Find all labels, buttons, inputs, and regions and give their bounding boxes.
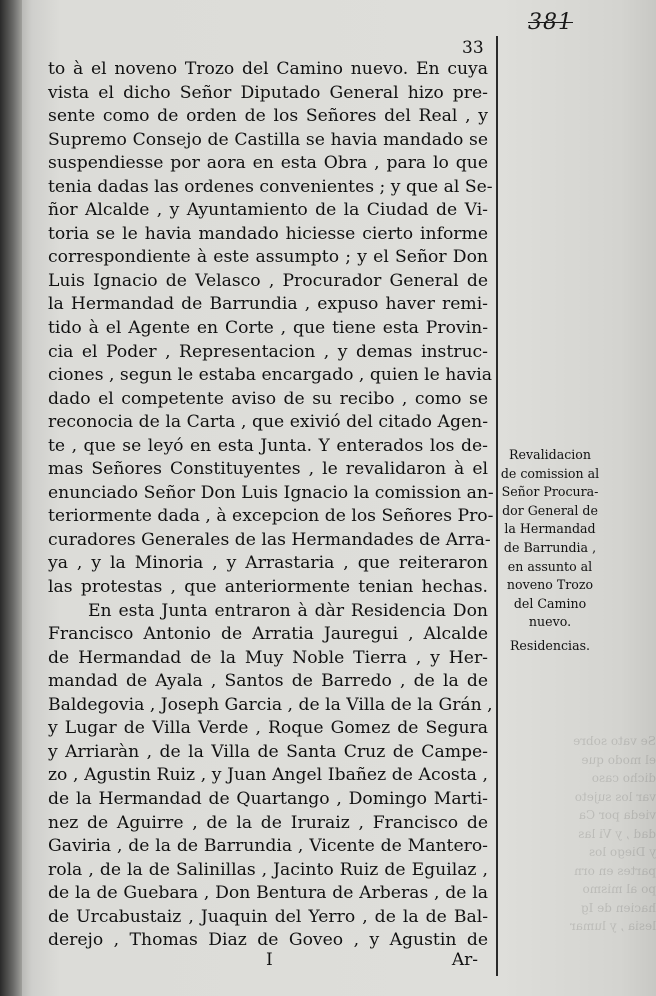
margin-note-line: del Camino — [513, 595, 587, 611]
bleed-through-text: Se vato sobre el modo que dicho caso var los sujeto vieda por Ca dad , y Vi las y Diego los partes en orn po al mismo hacien de Ig lesia , y lumar — [570, 734, 656, 933]
text-line: curadores Generales de las Hermandades de Arra- — [48, 529, 491, 550]
text-line: derejo , Thomas Diaz de Goveo , y Agustin de — [48, 930, 488, 951]
text-line: de Hermandad de la Muy Noble Tierra , y Her- — [48, 647, 488, 668]
text-line: toria se le havia mandado hiciesse cierto informe — [48, 223, 488, 244]
text-line: y Lugar de Villa Verde , Roque Gomez de Segura — [48, 718, 488, 739]
text-line: de la Hermandad de Quartango , Domingo Marti- — [48, 788, 488, 809]
text-line: dado el competente aviso de su recibo , como se — [48, 388, 488, 409]
margin-note-revalidacion — [498, 446, 602, 632]
margin-note-line: Señor Procura- — [501, 484, 599, 500]
text-line: correspondiente à este assumpto ; y el Señor Don — [48, 247, 488, 268]
text-line: ñor Alcalde , y Ayuntamiento de la Ciudad de Vi- — [48, 200, 488, 221]
text-line: y Arriaràn , de la Villa de Santa Cruz de Campe- — [48, 741, 488, 762]
text-line: zo , Agustin Ruiz , y Juan Angel Ibañez de Acosta , — [48, 765, 488, 786]
text-line: de la de Guebara , Don Bentura de Arberas , de la — [48, 883, 488, 904]
margin-note-line: dor General de — [502, 502, 598, 518]
text-line: te , que se leyó en esta Junta. Y enterados los de- — [48, 435, 488, 456]
text-line: to à el noveno Trozo del Camino nuevo. En cuya — [48, 59, 488, 79]
text-line: mas Señores Constituyentes , le revalidaron à el — [48, 459, 488, 480]
text-line: cia el Poder , Representacion , y demas instruc- — [48, 341, 488, 362]
margin-note-line: nuevo. — [528, 614, 572, 630]
text-line: nez de Aguirre , de la de Iruraiz , Francisco de — [48, 812, 488, 833]
text-line: las protestas , que anteriormente tenian hechas. — [48, 577, 488, 598]
text-line: reconocia de la Carta , que exivió del citado Agen- — [48, 412, 488, 433]
text-line: tenia dadas las ordenes convenientes ; y que al Se- — [48, 176, 493, 197]
text-line: Baldegovia , Joseph Garcia , de la Villa de la Grán , — [48, 694, 493, 715]
text-line: tido à el Agente en Corte , que tiene esta Provin- — [48, 318, 488, 339]
margin-note-line: de Barrundia , — [503, 539, 597, 555]
page-number: 33 — [462, 38, 484, 58]
signature-mark: I — [266, 950, 273, 970]
margin-note-line: Residencias. — [509, 638, 591, 653]
text-line: mandad de Ayala , Santos de Barredo , de la de — [48, 671, 488, 692]
text-line: ya , y la Minoria , y Arrastaria , que reiteraron — [48, 553, 488, 574]
text-line: ciones , segun le estaba encargado , quien le havia — [48, 365, 493, 386]
text-line: teriormente dada , à excepcion de los Señores Pro- — [48, 506, 494, 527]
margin-note-line: Revalidacion — [509, 447, 591, 462]
book-gutter — [0, 0, 22, 996]
text-line: Francisco Antonio de Arratia Jauregui , Alcalde — [48, 624, 488, 645]
text-line: suspendiesse por aora en esta Obra , para lo que — [48, 153, 488, 174]
text-line: Supremo Consejo de Castilla se havia mandado se — [48, 129, 488, 150]
text-line: En esta Junta entraron à dàr Residencia Don — [88, 600, 488, 621]
catchword: Ar- — [451, 950, 478, 970]
text-line: vista el dicho Señor Diputado General hizo pre- — [48, 82, 488, 103]
text-line: de Urcabustaiz , Juaquin del Yerro , de la de Bal- — [48, 906, 488, 927]
margin-note-line: la Hermandad — [504, 521, 596, 537]
archive-number: 381 — [528, 10, 573, 35]
margin-note-line: noveno Trozo — [506, 577, 594, 593]
text-line: sente como de orden de los Señores del Real , y — [48, 106, 488, 127]
main-text-body — [48, 58, 494, 953]
margin-note-residencias — [498, 637, 602, 656]
text-line: Luis Ignacio de Velasco , Procurador General de — [48, 270, 488, 291]
margin-note-line: en assunto al — [507, 558, 593, 574]
catchword-line — [48, 950, 488, 976]
margin-note-line: de comission al — [500, 465, 600, 481]
text-line: rola , de la de Salinillas , Jacinto Ruiz de Eguilaz , — [48, 859, 488, 880]
text-line: la Hermandad de Barrundia , expuso haver remi- — [48, 294, 488, 315]
text-line: enunciado Señor Don Luis Ignacio la comission an- — [48, 482, 494, 503]
text-line: Gaviria , de la de Barrundia , Vicente de Mantero- — [48, 836, 488, 857]
